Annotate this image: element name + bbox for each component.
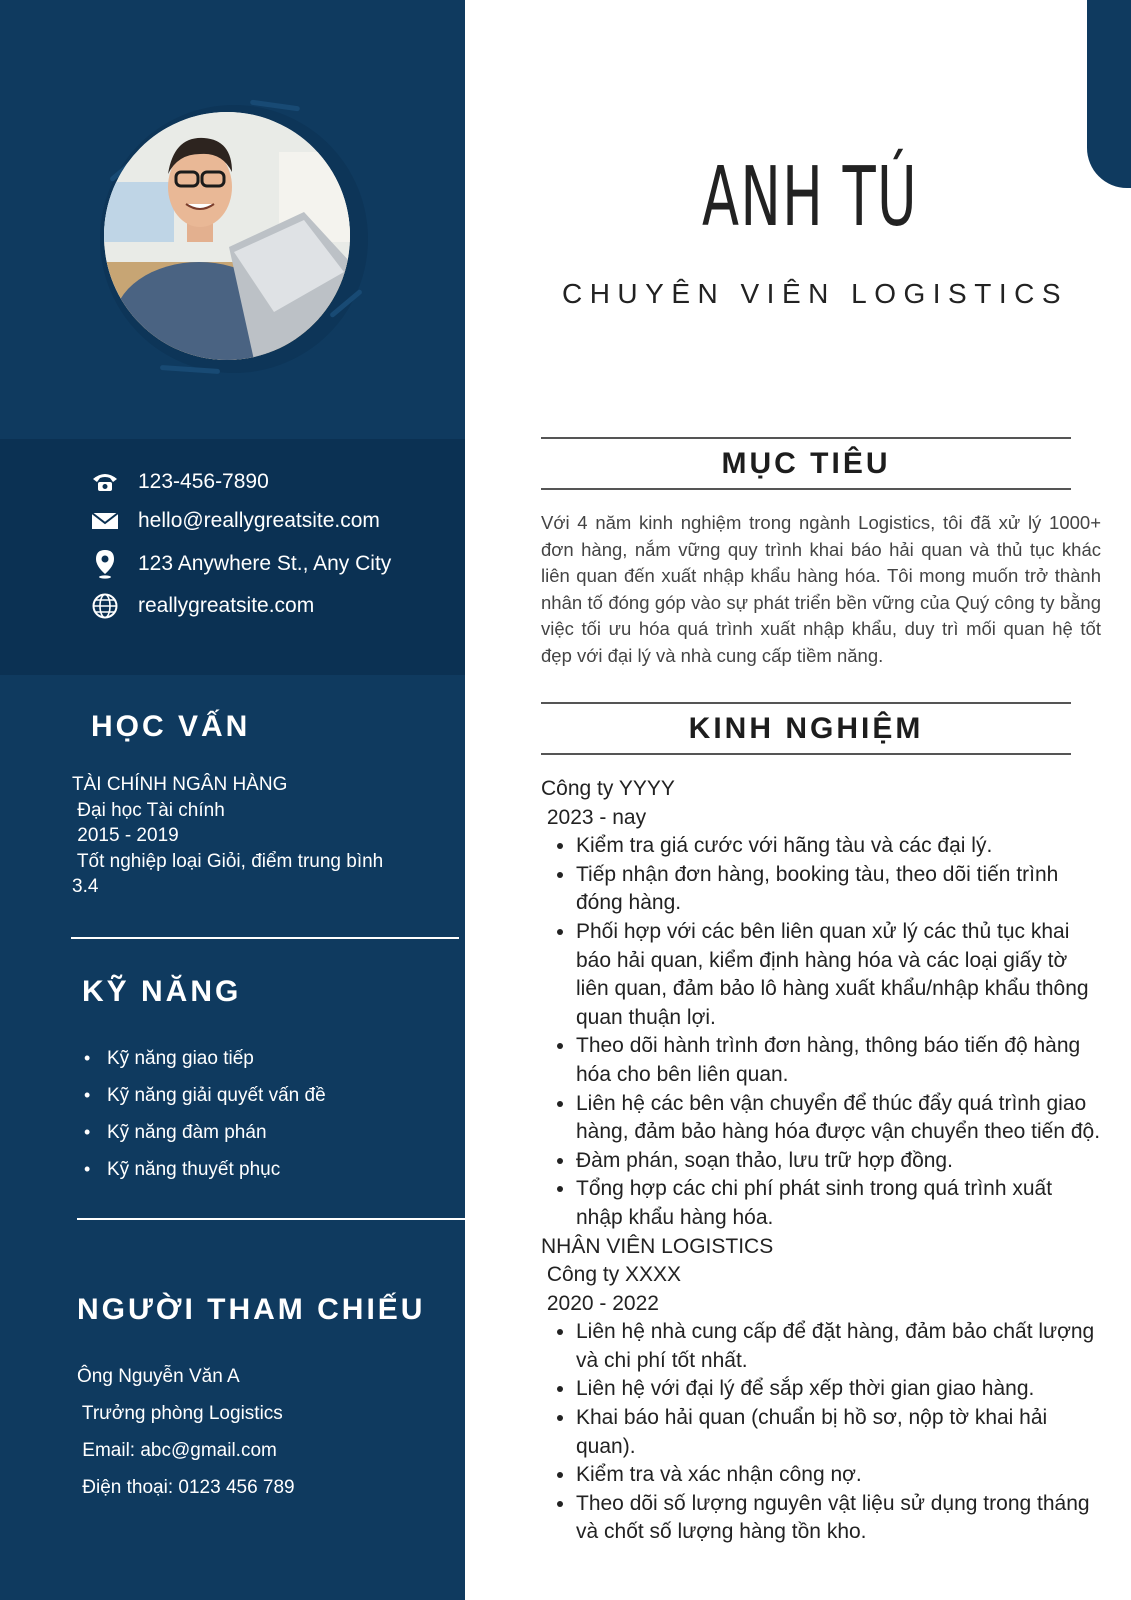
skills-divider [77,1218,465,1220]
references-heading: NGƯỜI THAM CHIẾU [77,1293,426,1326]
objective-text: Với 4 năm kinh nghiệm trong ngành Logistics, tôi đã xử lý 1000+ đơn hàng, nắm vững quy trình khai báo hải quan và thủ tục khác liên quan đến xuất nhập khẩu hàng hóa. Tôi mong muốn trở thành nhân tố đóng góp vào sự phát triển bền vững của Quý công ty bằng việc tối ưu hóa quá trình xuất nhập khẩu, duy trì mối quan hệ tốt đẹp với đại lý và nhà cung cấp tiềm năng. [541,512,1101,666]
contact-email[interactable] [90,506,380,536]
task-item: • Tổng hợp các chi phí phát sinh trong quá trình xuất nhập khẩu hàng hóa. [576,1175,1101,1232]
profile-photo [104,112,350,360]
job-company: Công ty XXXX [541,1263,682,1287]
objective-rule-top [541,437,1071,439]
experience-rule-top [541,702,1071,704]
corner-accent [1087,0,1131,188]
task-item: • Đàm phán, soạn thảo, lưu trữ hợp đồng. [576,1147,1101,1176]
objective-rule-bottom [541,488,1071,490]
contact-address [90,549,391,579]
task-item: • Theo dõi số lượng nguyên vật liệu sử dụng trong tháng và chốt số lượng hàng tồn kho. [576,1490,1101,1547]
job-company: Công ty YYYY [541,777,675,800]
job-period: 2023 - nay [541,805,647,829]
reference-position: Trưởng phòng Logistics [77,1403,283,1424]
skills-list [84,1043,326,1191]
task-item: • Liên hệ với đại lý để sắp xếp thời gian giao hàng. [576,1375,1101,1404]
reference-phone: Điện thoại: 0123 456 789 [77,1477,295,1498]
objective-heading: MỤC TIÊU [721,447,891,480]
task-item: • Khai báo hải quan (chuẩn bị hồ sơ, nộp tờ khai hải quan). [576,1404,1101,1461]
task-item: • Kiểm tra giá cước với hãng tàu và các đại lý. [576,832,1101,861]
task-item: • Liên hệ các bên vận chuyển để thúc đẩy quá trình giao hàng, đảm bảo hàng hóa được vận chuyển theo tiến độ. [576,1090,1101,1147]
skill-item: • Kỹ năng giao tiếp [84,1043,326,1080]
reference-name: Ông Nguyễn Văn A [77,1366,240,1387]
experience-heading: KINH NGHIỆM [688,712,924,745]
education-school: Đại học Tài chính [72,799,225,821]
job-tasks [541,832,1101,1232]
task-item: • Kiểm tra và xác nhận công nợ. [576,1461,1101,1490]
education-divider [71,937,459,939]
globe-icon [90,593,120,619]
education-degree: TÀI CHÍNH NGÂN HÀNG [72,774,288,795]
education-gpa: 3.4 [72,876,99,897]
task-item: • Tiếp nhận đơn hàng, booking tàu, theo dõi tiến trình đóng hàng. [576,861,1101,918]
education-years: 2015 - 2019 [72,825,179,846]
phone-icon [90,469,120,495]
candidate-role: CHUYÊN VIÊN LOGISTICS [561,278,1068,309]
address-text: 123 Anywhere St., Any City [138,552,392,575]
education-note: Tốt nghiệp loại Giỏi, điểm trung bình [72,850,384,872]
job-period: 2020 - 2022 [541,1291,659,1315]
reference-email: Email: abc@gmail.com [77,1440,277,1461]
website-text: reallygreatsite.com [138,594,315,617]
experience-list [541,775,1101,1547]
job-tasks [541,1318,1101,1547]
location-pin-icon [90,551,120,577]
candidate-name: ANH TÚ [701,150,919,245]
email-text: hello@reallygreatsite.com [138,509,380,532]
job-title: NHÂN VIÊN LOGISTICS [541,1234,774,1258]
envelope-icon [90,508,120,534]
task-item: • Phối hợp với các bên liên quan xử lý các thủ tục khai báo hải quan, kiểm định hàng hóa và các loại giấy tờ liên quan, đảm bảo lô hàng xuất khẩu/nhập khẩu thông quan thuận lợi. [576,918,1101,1032]
experience-rule-bottom [541,753,1071,755]
education-heading: HỌC VẤN [91,710,251,743]
skills-heading: KỸ NĂNG [82,975,242,1008]
task-item: • Theo dõi hành trình đơn hàng, thông báo tiến độ hàng hóa cho bên liên quan. [576,1032,1101,1089]
task-item: • Liên hệ nhà cung cấp để đặt hàng, đảm bảo chất lượng và chi phí tốt nhất. [576,1318,1101,1375]
skill-item: • Kỹ năng thuyết phục [84,1154,326,1191]
skill-item: • Kỹ năng giải quyết vấn đề [84,1080,326,1117]
contact-website[interactable] [90,591,314,621]
phone-text: 123-456-7890 [138,470,269,493]
contact-phone[interactable] [90,467,269,497]
skill-item: • Kỹ năng đàm phán [84,1117,326,1154]
